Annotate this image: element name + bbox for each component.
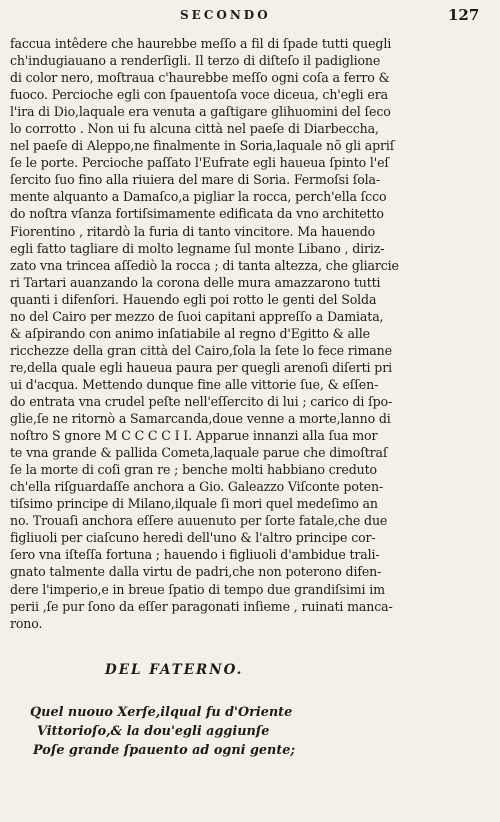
text-line: do noſtra vſanza fortiſsimamente edificata da vno architetto [10, 206, 384, 222]
verse-line: Quel nuouo Xerſe,ilqual fu d'Oriente [30, 705, 293, 720]
text-line: tiſsimo principe di Milano,ilquale ſi mori quel medeſimo an [10, 496, 378, 512]
text-line: rono. [10, 615, 43, 631]
page-number: 127 [448, 6, 480, 24]
section-heading: DEL FATERNO. [105, 662, 244, 678]
text-line: figliuoli per ciaſcuno heredi dell'uno & l'altro principe cor- [10, 530, 376, 546]
text-line: mente alquanto a Damaſco,a pigliar la rocca, perch'ella ſcco [10, 189, 387, 205]
text-line: dere l'imperio,e in breue ſpatio di tempo due grandiſsimi im [10, 581, 385, 597]
body-text [10, 35, 482, 632]
text-line: l'ira di Dio,laquale era venuta a gaſtigare glihuomini del ſeco [10, 104, 391, 120]
text-line: re,della quale egli haueua paura per quegli arenoſi diſerti pri [10, 359, 392, 375]
text-line: no. Trouaſi anchora eſſere auuenuto per ſorte fatale,che due [10, 513, 388, 529]
text-line: no del Cairo per mezzo de ſuoi capitani appreſſo a Damiata, [10, 308, 384, 324]
text-line: ricchezze della gran città del Cairo,ſola la ſete lo fece rimane [10, 342, 392, 358]
text-line: perii ,ſe pur ſono da eſſer paragonati inſieme , ruinati manca- [10, 598, 393, 614]
text-line: ri Tartari auanzando la corona delle mura amazzarono tutti [10, 274, 381, 290]
text-line: ſercito ſuo fino alla riuiera del mare di Soria. Fermoſsi ſola- [10, 172, 380, 188]
verse-block [30, 703, 470, 760]
text-line: ch'indugiauano a renderſigli. Il terzo di diſteſo il padiglione [10, 53, 381, 69]
text-line: lo corrotto . Non ui fu alcuna città nel paeſe di Diarbeccha, [10, 121, 379, 137]
text-line: egli fatto tagliare di molto legname ſul monte Libano , diriz- [10, 240, 385, 256]
text-line: ſe la morte di coſi gran re ; benche molti habbiano creduto [10, 462, 377, 478]
verse-line: Vittorioſo,& la dou'egli aggiunſe [37, 724, 270, 739]
text-line: & aſpirando con animo inſatiabile al regno d'Egitto & alle [10, 325, 370, 341]
running-head [0, 8, 500, 30]
text-line: zato vna trincea aſſediò la rocca ; di tanta altezza, che gliarcie [10, 257, 399, 273]
text-line: glie,ſe ne ritornò a Samarcanda,doue venne a morte,lanno di [10, 411, 391, 427]
text-line: gnato talmente dalla virtu de padri,che non poterono difen- [10, 564, 382, 580]
running-title: SECONDO [180, 8, 271, 22]
text-line: te vna grande & pallida Cometa,laquale parue che dimoſtraſ [10, 445, 388, 461]
text-line: noſtro S gnore M C C C C I I. Apparue innanzi alla ſua mor [10, 428, 378, 444]
text-line: quanti i difenſori. Hauendo egli poi rotto le genti del Solda [10, 291, 377, 307]
verse-line: Poſe grande ſpauento ad ogni gente; [33, 743, 296, 758]
text-line: ui d'acqua. Mettendo dunque fine alle vittorie ſue, & eſſen- [10, 376, 379, 392]
text-line: do entrata vna crudel peſte nell'eſſercito di lui ; carico di ſpo- [10, 393, 393, 409]
text-line: Fiorentino , ritardò la furia di tanto vincitore. Ma hauendo [10, 223, 376, 239]
text-line: faccua intêdere che haurebbe meſſo a fil di ſpade tutti quegli [10, 36, 392, 51]
text-line: ch'ella riſguardaſſe anchora a Gio. Galeazzo Viſconte poten- [10, 479, 384, 495]
text-line: ſero vna iſteſſa fortuna ; hauendo i figliuoli d'ambidue trali- [10, 547, 380, 563]
text-line: fuoco. Percioche egli con ſpauentoſa voce diceua, ch'egli era [10, 87, 388, 103]
text-line: ſe le porte. Percioche paſſato l'Eufrate egli haueua ſpinto l'eſ [10, 155, 389, 171]
text-line: nel paeſe di Aleppo,ne finalmente in Soria,laquale nõ gli apriſ [10, 138, 395, 154]
text-line: di color nero, moſtraua c'haurebbe meſſo ogni coſa a ferro & [10, 70, 390, 86]
